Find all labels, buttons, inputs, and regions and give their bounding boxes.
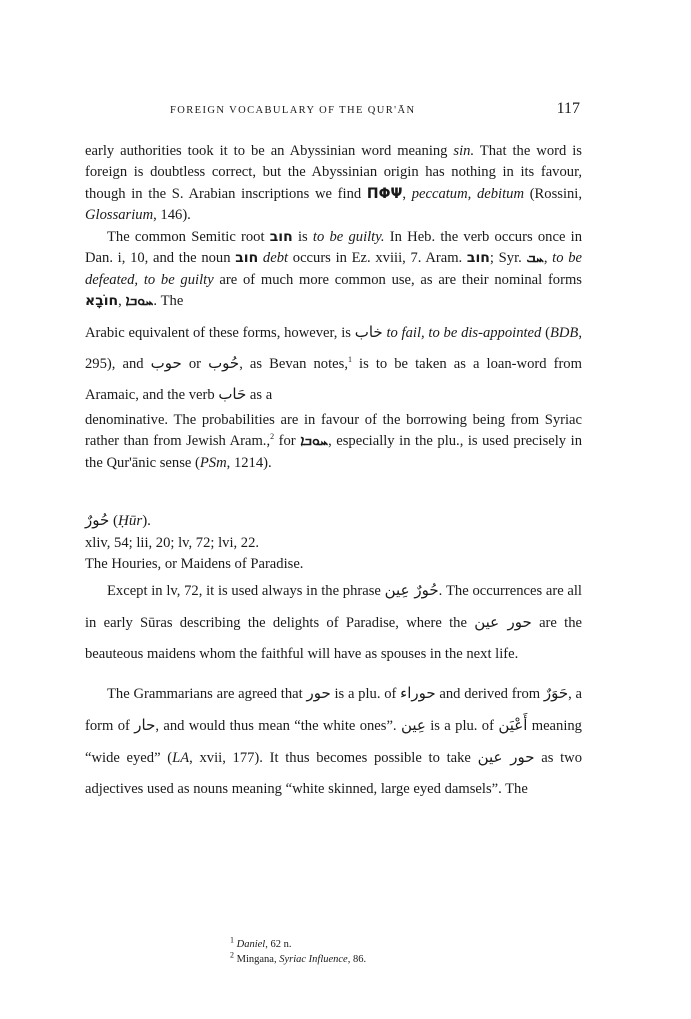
text: occurs in Ez. xviii, 7. Aram.	[288, 250, 467, 267]
text: ,	[402, 185, 412, 202]
text: as a	[246, 387, 273, 403]
south-arabian-word: ΠΦΨ	[366, 185, 403, 202]
text: . The	[153, 293, 184, 310]
paragraph-1	[85, 141, 582, 227]
text: denominative. The probabilities are in favour of the borrowing being from Syriac rather than from Jewish Aram.,	[85, 412, 582, 450]
syriac-word: ܚܒ	[526, 250, 544, 267]
entry-gloss: The Houries, or Maidens of Paradise.	[85, 555, 304, 572]
italic-text: debt	[262, 250, 289, 267]
text: , 146).	[153, 207, 191, 224]
italic-text: BDB	[549, 325, 579, 341]
hebrew-word: חוב	[466, 250, 490, 267]
hebrew-word: חוב	[269, 228, 293, 245]
text: The common Semitic root	[107, 228, 270, 245]
arabic-headword: حُورٌ	[85, 511, 110, 530]
text: , 62 n.	[265, 939, 292, 950]
text: , 86.	[347, 954, 367, 965]
footnote-ref: 2	[270, 432, 275, 442]
arabic-word: عِين	[400, 715, 426, 734]
text: are of much more common use, as are their nominal forms	[213, 271, 582, 288]
text: That the word is foreign is doubtless correct, but the Abyssinian origin has nothing in its favour, though in the S. Arabian inscriptions we find	[85, 143, 582, 202]
arabic-word: حوراء	[400, 683, 436, 702]
text: Except in lv, 72, it is used always in the phrase	[107, 582, 385, 599]
italic-text: Glossarium	[85, 207, 154, 224]
italic-text: to be defeated, to be guilty	[85, 250, 583, 288]
text: is	[292, 228, 313, 245]
italic-text: PSm	[199, 454, 227, 471]
arabic-word: حور	[306, 683, 331, 702]
paragraph-3	[85, 317, 582, 410]
text: The Grammarians are agreed that	[107, 685, 307, 702]
footnote-2	[230, 952, 366, 967]
footnotes	[230, 937, 366, 967]
text: , especially in the plu., is used precisely in the Qur'ānic sense (	[85, 433, 582, 471]
footnote-number: 1	[230, 935, 234, 945]
text: is a plu. of	[330, 685, 401, 702]
text: , 295), and	[85, 325, 582, 372]
text: . The occurrences are all in early Sūras describing the delights of Paradise, where the	[85, 582, 582, 631]
arabic-phrase: حُورٌ عِين	[384, 580, 439, 599]
syriac-word: ܚܘܒܐ	[300, 433, 329, 450]
syriac-word: ܚܘܒܐ	[125, 293, 154, 310]
text: or	[181, 356, 209, 372]
hebrew-word: חוֹבָא	[85, 293, 119, 310]
text: , xvii, 177). It thus becomes possible to take	[189, 749, 478, 766]
footnote-ref: 1	[347, 355, 352, 365]
text: is to be taken as a loan-word from Aramaic, and the verb	[85, 356, 582, 403]
italic-text: to be guilty.	[312, 228, 385, 245]
text: , and would thus mean “the white ones”.	[155, 717, 401, 734]
paragraph-4	[85, 410, 582, 474]
dictionary-entry	[85, 510, 582, 574]
italic-text: LA	[172, 749, 190, 766]
arabic-word: حار	[134, 715, 156, 734]
italic-text: peccatum, debitum	[411, 185, 524, 202]
text: ; Syr.	[489, 250, 527, 267]
text: (	[541, 325, 550, 341]
text: In Heb. the verb occurs once in Dan. i, 10, and the noun	[85, 228, 582, 267]
page-header	[85, 100, 580, 124]
entry-headword: حُورٌ (Ḥūr).	[85, 511, 151, 530]
text: early authorities took it to be an Abyssinian word meaning	[85, 143, 454, 159]
arabic-word: خاب	[354, 323, 383, 341]
text: Arabic equivalent of these forms, however, is	[85, 325, 355, 341]
italic-text: Syriac Influence	[279, 954, 348, 965]
hebrew-word: חוב	[235, 250, 259, 267]
page-number: 117	[556, 100, 580, 117]
wide-spaced-block	[85, 317, 582, 410]
entry-references: xliv, 54; lii, 20; lv, 72; lvi, 22.	[85, 534, 260, 551]
text: is a plu. of	[425, 717, 499, 734]
arabic-word: حَاب	[218, 385, 247, 403]
transliteration: Ḥūr	[118, 513, 143, 530]
arabic-word: حَوَرٌ	[543, 683, 569, 702]
text: are the beauteous maidens whom the faithful will have as spouses in the next life.	[85, 614, 582, 662]
paragraph-6	[85, 678, 582, 805]
paragraph-5	[85, 575, 582, 670]
text: (Rossini,	[524, 185, 582, 202]
paragraph-2	[85, 227, 582, 313]
running-title: FOREIGN VOCABULARY OF THE QUR'ĀN	[170, 105, 416, 116]
footnote-number: 2	[230, 950, 234, 960]
text: , as Bevan notes,	[239, 356, 348, 372]
arabic-word: حُوب	[208, 354, 240, 372]
text: ,	[543, 250, 553, 267]
text: , 1214).	[226, 454, 272, 471]
arabic-phrase: حور عين	[474, 612, 532, 631]
arabic-phrase: حور عين	[477, 747, 535, 766]
text: , a form of	[85, 685, 582, 734]
italic-text: to fail, to be dis-appointed	[386, 325, 542, 341]
text: Mingana,	[236, 954, 280, 965]
text: and derived from	[435, 685, 544, 702]
page-body	[85, 141, 582, 805]
italic-text: Daniel	[236, 939, 266, 950]
text: for	[274, 433, 301, 450]
arabic-word: أَعْيَن	[498, 715, 528, 734]
italic-text: sin.	[453, 143, 475, 159]
text: ,	[118, 293, 126, 310]
footnote-1	[230, 937, 366, 952]
text: as two adjectives used as nouns meaning “white skinned, large eyed damsels”. The	[85, 749, 582, 797]
text: meaning “wide eyed” (	[85, 717, 582, 766]
arabic-word: حوب	[150, 354, 182, 372]
